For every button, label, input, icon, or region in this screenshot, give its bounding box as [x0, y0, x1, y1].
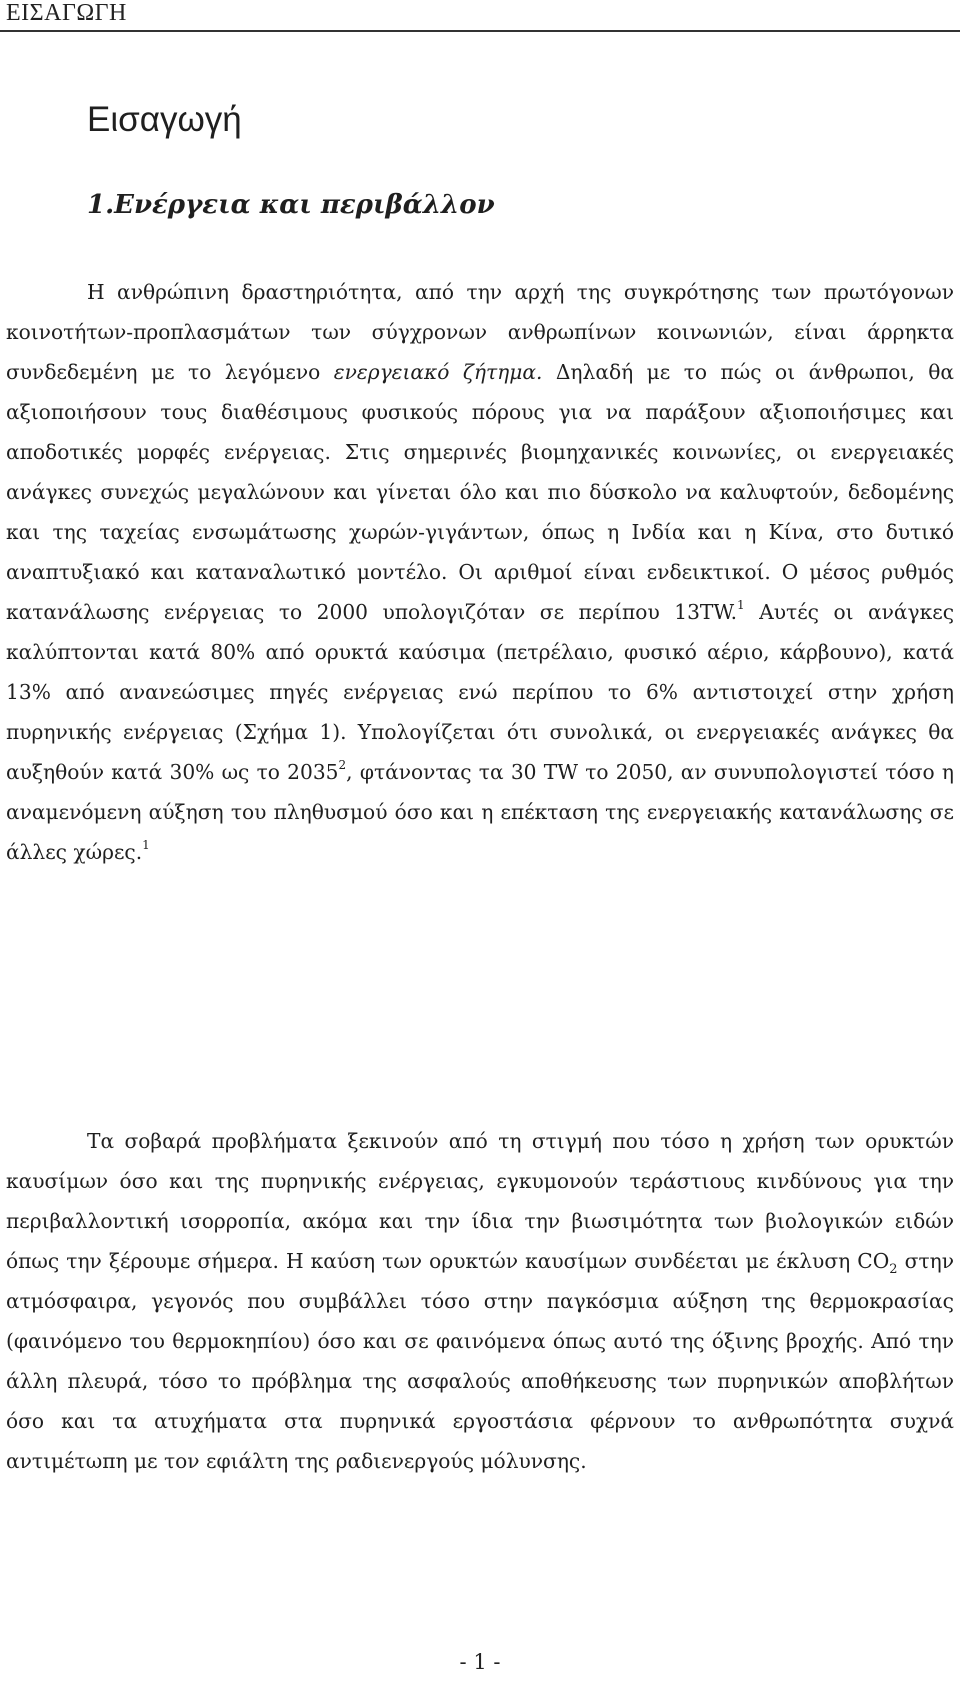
header-divider — [0, 30, 960, 32]
paragraph-environmental-problems — [6, 1121, 954, 1481]
footnote-ref[interactable]: 2 — [338, 758, 347, 773]
subscript: 2 — [889, 1262, 898, 1278]
paragraph-text: Αυτές οι ανάγκες καλύπτονται κατά 80% από ορυκτά καύσιμα (πετρέλαιο, φυσικό αέριο, κάρβουνο), κατά 13% από ανανεώσιμες πηγές ενέργειας ενώ περίπου το 6% αντιστοιχεί στην χρήση πυρηνικής ενέργειας (Σχήμα 1). Υπολογίζεται ότι συνολικά, οι ενεργειακές ανάγκες θα αυξηθούν κατά 30% ως το 2035 — [6, 600, 954, 784]
section-title: 1.Ενέργεια και περιβάλλον — [87, 190, 495, 220]
paragraph-text: Τα σοβαρά προβλήματα ξεκινούν από τη στιγμή που τόσο η χρήση των ορυκτών καυσίμων όσο και της πυρηνικής ενέργειας, εγκυμονούν τεράστιους κινδύνους για την περιβαλλοντική ισορροπία, ακόμα και την ίδια την βιωσιμότητα των βιολογικών ειδών όπως την ξέρουμε σήμερα. Η καύση των ορυκτών καυσίμων συνδέεται με έκλυση CO — [6, 1129, 954, 1273]
paragraph-text: , φτάνοντας τα 30 TW το 2050, αν συνυπολογιστεί τόσο η αναμενόμενη αύξηση του πληθυσμού όσο και η επέκταση της ενεργειακής κατανάλωσης σε άλλες χώρες. — [6, 760, 954, 864]
paragraph-energy-demand — [6, 272, 954, 872]
footnote-ref[interactable]: 1 — [142, 838, 150, 853]
paragraph-text: Δηλαδή με το πώς οι άνθρωποι, θα αξιοποιήσουν τους διαθέσιμους φυσικούς πόρους για να παράξουν αξιοποιήσιμες και αποδοτικές μορφές ενέργειας. Στις σημερινές βιομηχανικές κοινωνίες, οι ενεργειακές ανάγκες συνεχώς μεγαλώνουν και γίνεται όλο και πιο δύσκολο να καλυφτούν, δεδομένης και της ταχείας ενσωμάτωσης χωρών-γιγάντων, όπως η Ινδία και η Κίνα, στο δυτικό αναπτυξιακό και καταναλωτικό μοντέλο. Οι αριθμοί είναι ενδεικτικοί. Ο μέσος ρυθμός κατανάλωσης ενέργειας το 2000 υπολογιζόταν σε περίπου 13TW. — [6, 360, 954, 624]
paragraph-text: Η ανθρώπινη δραστηριότητα, από την αρχή της συγκρότησης των πρωτόγονων κοινοτήτων-προπλασμάτων των σύγχρονων ανθρωπίνων κοινωνιών, είναι άρρηκτα συνδεδεμένη με το λεγόμενο — [6, 280, 954, 384]
running-header: ΕΙΣΑΓΩΓΗ — [6, 0, 127, 26]
page-number: - 1 - — [459, 1650, 501, 1674]
paragraph-text: στην ατμόσφαιρα, γεγονός που συμβάλλει τόσο στην παγκόσμια αύξηση της θερμοκρασίας (φαινόμενο του θερμοκηπίου) όσο και σε φαινόμενα όπως αυτό της όξινης βροχής. Από την άλλη πλευρά, τόσο το πρόβλημα της ασφαλούς αποθήκευσης των πυρηνικών αποβλήτων όσο και τα ατυχήματα στα πυρηνικά εργοστάσια φέρνουν το ανθρωπότητα συχνά αντιμέτωπη με τον εφιάλτη της ραδιενεργούς μόλυνσης. — [6, 1249, 954, 1473]
chapter-title: Εισαγωγή — [87, 100, 242, 139]
footnote-ref[interactable]: 1 — [737, 598, 745, 613]
emphasis-text: ενεργειακό ζήτημα. — [333, 360, 543, 384]
